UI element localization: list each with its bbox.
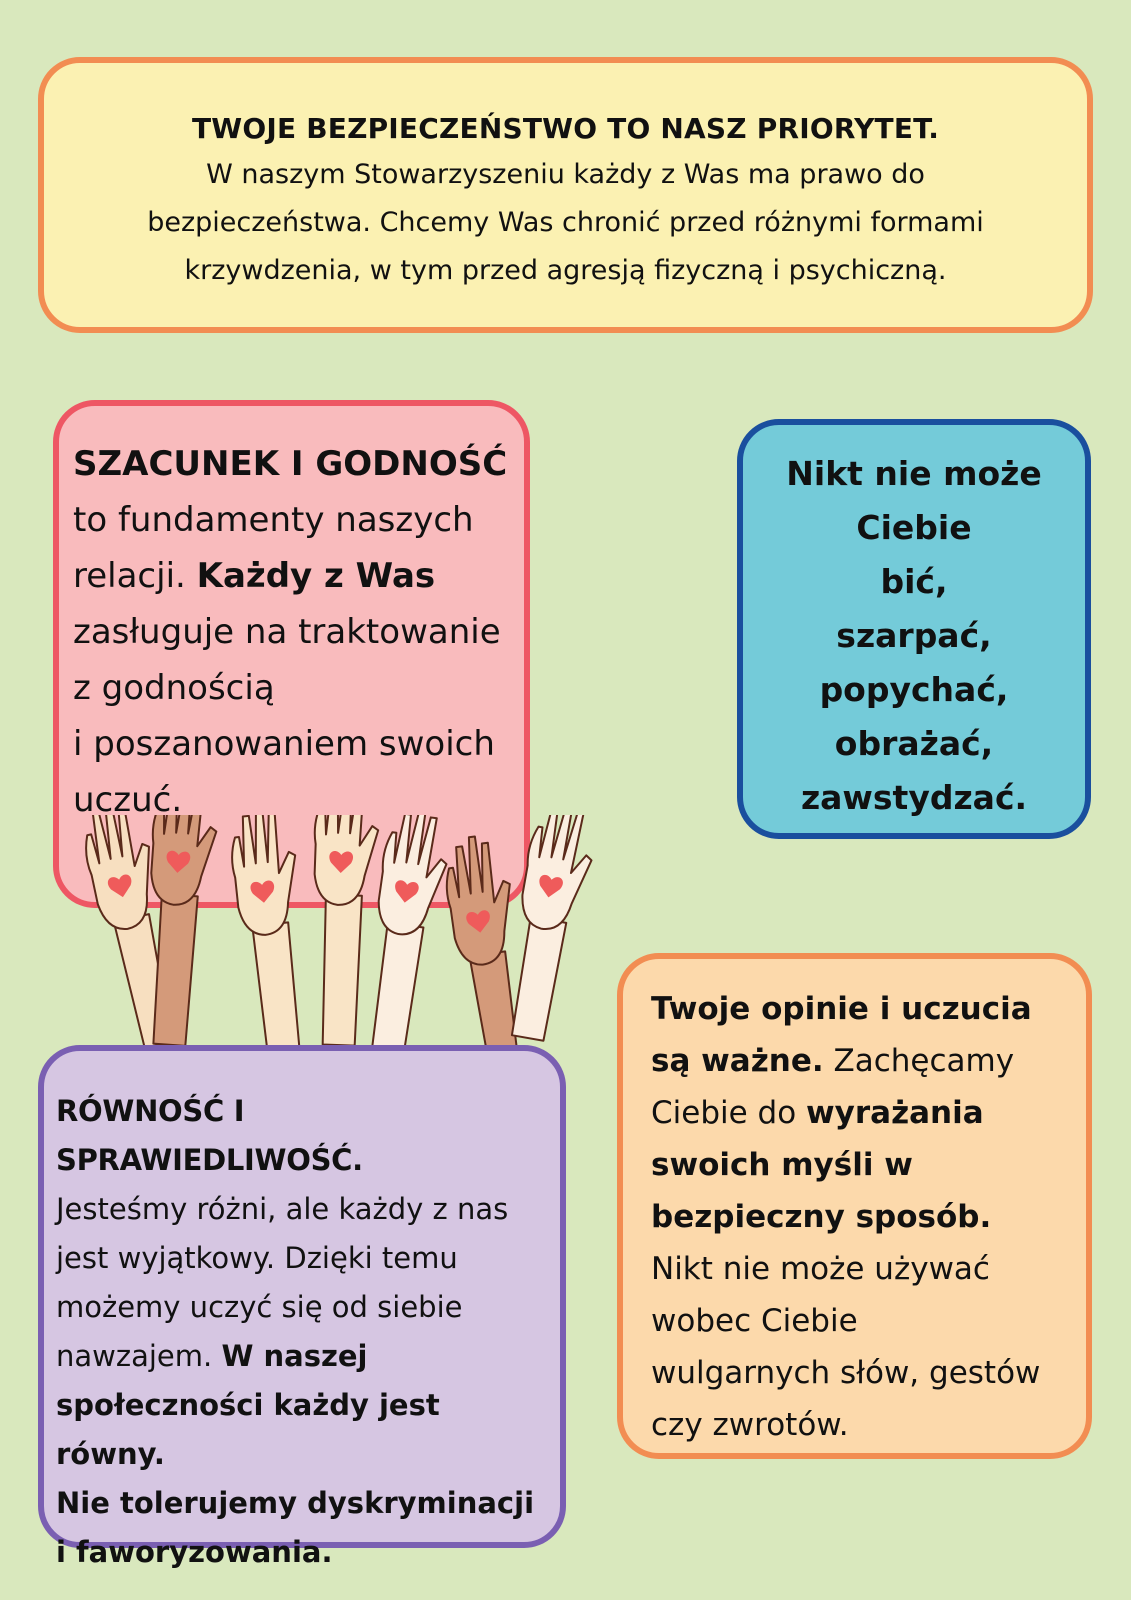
violence-line-3: bić,: [880, 562, 948, 601]
respect-line-1: to fundamenty naszych: [73, 500, 474, 540]
opinions-line-5: bezpieczny sposób.: [651, 1199, 992, 1235]
equality-line-4-plain: nawzajem.: [56, 1339, 222, 1373]
header-line-3: krzywdzenia, w tym przed agresją fizyczną i psychiczną.: [184, 255, 947, 286]
hand-4: [307, 815, 380, 1045]
opinions-line-9: czy zwrotów.: [651, 1407, 849, 1443]
header-text: [44, 151, 1087, 295]
opinions-line-2-bold: są ważne.: [651, 1043, 824, 1079]
opinions-line-1: Twoje opinie i uczucia: [651, 991, 1032, 1027]
equality-box: [38, 1045, 566, 1569]
opinions-line-4: swoich myśli w: [651, 1147, 913, 1183]
respect-line-3: zasługuje na traktowanie: [73, 612, 501, 652]
equality-line-4-bold: W naszej: [221, 1339, 368, 1373]
opinions-line-6: Nikt nie może używać: [651, 1251, 990, 1287]
violence-line-5: popychać,: [819, 670, 1009, 709]
violence-line-6: obrażać,: [834, 724, 994, 763]
opinions-line-3: [651, 1087, 1060, 1139]
equality-line-4: [56, 1332, 548, 1381]
respect-line-2: [73, 548, 510, 604]
hand-3: [227, 815, 316, 1045]
respect-line-5: i poszanowaniem swoich: [73, 724, 495, 764]
equality-line-6: Nie tolerujemy dyskryminacji: [56, 1486, 535, 1520]
respect-heading: SZACUNEK I GODNOŚĆ: [73, 444, 508, 484]
opinions-line-2: [651, 1035, 1060, 1087]
opinions-box: [617, 953, 1092, 1459]
equality-line-5: społeczności każdy jest równy.: [56, 1388, 440, 1471]
opinions-line-8: wulgarnych słów, gestów: [651, 1355, 1041, 1391]
raised-hands-with-hearts-icon: [60, 815, 620, 1045]
respect-line-2-bold: Każdy z Was: [196, 556, 436, 596]
header-title: TWOJE BEZPIECZEŃSTWO TO NASZ PRIORYTET.: [191, 112, 940, 145]
equality-heading: RÓWNOŚĆ I SPRAWIEDLIWOŚĆ.: [56, 1094, 363, 1177]
equality-line-7: i faworyzowania.: [56, 1535, 333, 1569]
opinions-line-3-bold: wyrażania: [806, 1095, 984, 1131]
violence-line-2: Ciebie: [856, 508, 972, 547]
violence-line-1: Nikt nie może: [786, 454, 1042, 493]
equality-line-2: jest wyjątkowy. Dzięki temu: [56, 1241, 458, 1275]
opinions-line-7: wobec Ciebie: [651, 1303, 858, 1339]
violence-line-4: szarpać,: [836, 616, 992, 655]
respect-line-4: z godnością: [73, 668, 275, 708]
violence-line-7: zawstydzać.: [800, 778, 1028, 817]
opinions-line-3-plain: Ciebie do: [651, 1095, 807, 1131]
opinions-line-2-plain: Zachęcamy: [823, 1043, 1015, 1079]
violence-box: [737, 419, 1091, 839]
header-line-1: W naszym Stowarzyszeniu każdy z Was ma prawo do: [206, 159, 925, 190]
respect-line-6: uczuć.: [73, 780, 183, 820]
equality-line-1: Jesteśmy różni, ale każdy z nas: [56, 1192, 509, 1226]
equality-line-3: możemy uczyć się od siebie: [56, 1290, 463, 1324]
header-line-2: bezpieczeństwa. Chcemy Was chronić przed różnymi formami: [147, 207, 984, 238]
header-box: [38, 57, 1093, 333]
respect-line-2-plain: relacji.: [73, 556, 197, 596]
